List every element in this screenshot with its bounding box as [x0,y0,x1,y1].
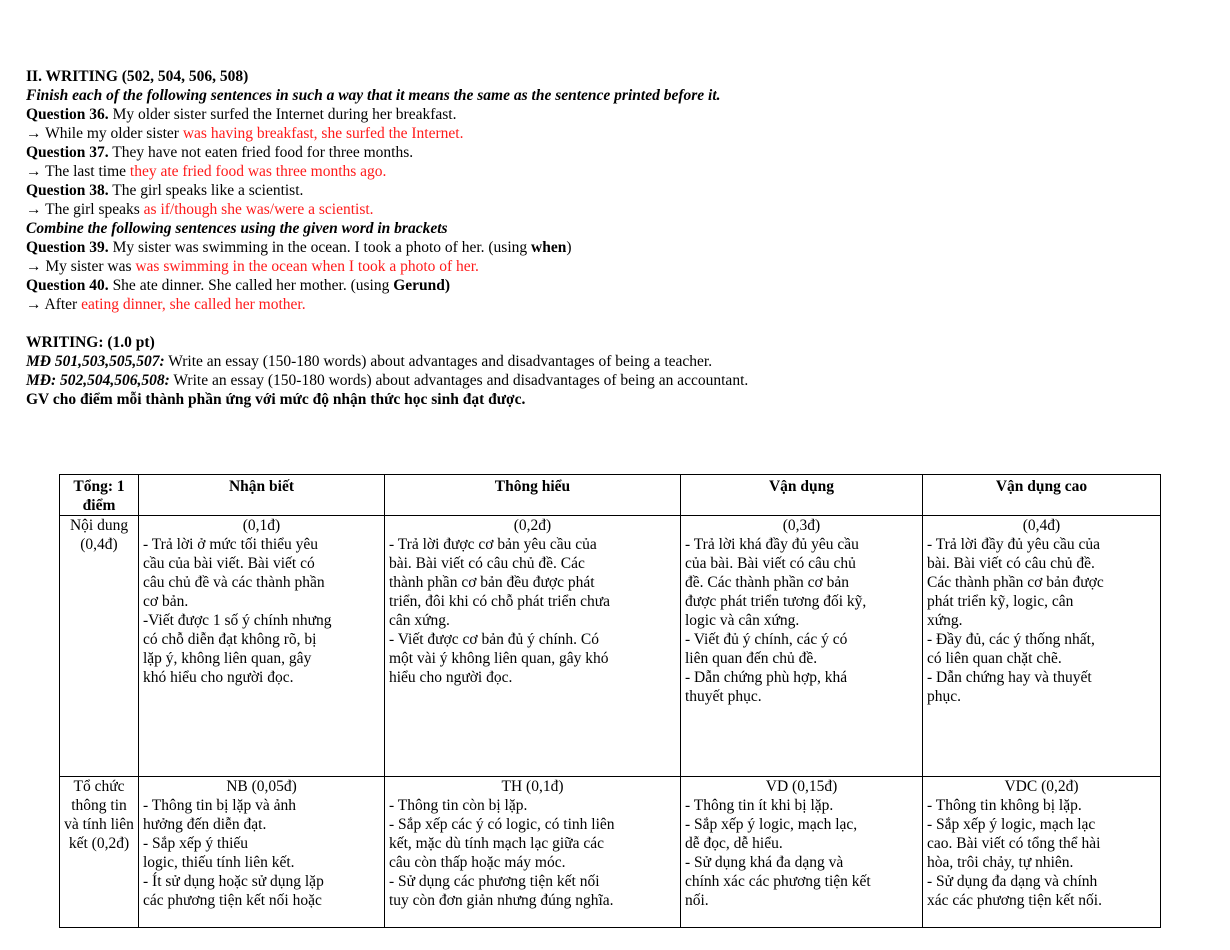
rubric-cell [385,777,681,928]
rubric-row-organization [60,777,1161,928]
row-category: Nội dung (0,4đ) [60,516,139,777]
criteria-line: Các thành phần cơ bản được [927,574,1104,591]
answer-prefix: My sister was [41,258,136,275]
question-label: Question 40. [26,277,109,294]
exam-code-label: MĐ 501,503,505,507: [26,353,165,370]
essay-prompt-accountant [26,371,1206,390]
criteria-line: - Sử dụng khá đa dạng và [685,854,844,871]
question-text: The girl speaks like a scientist. [108,182,304,199]
header-total: Tổng: 1 điểm [60,475,139,516]
criteria-line: - Viết đủ ý chính, các ý có [685,631,848,648]
criteria-line: câu chủ đề và các thành phần [143,574,325,591]
answer-prefix: The girl speaks [41,201,144,218]
criteria-line: - Thông tin ít khi bị lặp. [685,797,834,814]
level-score: (0,4đ) [1022,517,1061,534]
criteria-line: - Sử dụng các phương tiện kết nối [389,873,600,890]
question-label: Question 37. [26,144,109,161]
document-body [26,67,1206,409]
keyword: Gerund) [393,277,451,294]
criteria-line: - Dẫn chứng phù hợp, khá [685,669,848,686]
criteria-line: - Thông tin còn bị lặp. [389,797,528,814]
question-text: My sister was swimming in the ocean. I took a photo of her. (using [108,239,532,256]
criteria-line: - Thông tin bị lặp và ảnh [143,797,296,814]
essay-prompt-text: Write an essay (150-180 words) about advantages and disadvantages of being a teacher. [164,353,713,370]
answer-40 [26,295,1206,314]
answer-38 [26,200,1206,219]
criteria-line: tuy còn đơn giản nhưng đúng nghĩa. [389,892,614,909]
answer-key: as if/though she was/were a scientist. [143,201,374,218]
criteria-line: dễ đọc, dễ hiểu. [685,835,783,852]
rubric-cell [139,777,385,928]
arrow-icon: → [26,163,42,180]
rubric-cell [385,516,681,777]
level-score: TH (0,1đ) [501,778,564,795]
criteria-line: - Dẫn chứng hay và thuyết [927,669,1092,686]
criteria-line: - Sử dụng đa dạng và chính [927,873,1098,890]
level-score: (0,1đ) [242,517,281,534]
level-score: VDC (0,2đ) [1004,778,1079,795]
rubric-table [59,474,1161,928]
answer-prefix: While my older sister [41,125,183,142]
criteria-line: đề. Các thành phần cơ bản [685,574,849,591]
answer-39 [26,257,1206,276]
criteria-line: phục. [927,688,962,705]
rubric-cell [139,516,385,777]
criteria-line: hưởng đến diễn đạt. [143,816,267,833]
criteria-line: triển, đôi khi có chỗ phát triển chưa [389,593,611,610]
criteria-line: có liên quan chặt chẽ. [927,650,1062,667]
rubric-cell [681,777,923,928]
criteria-line: logic, thiếu tính liên kết. [143,854,295,871]
criteria-line: - Sắp xếp ý logic, mạch lạc, [685,816,858,833]
criteria-line: bài. Bài viết có câu chủ đề. [927,555,1095,572]
criteria-line: - Thông tin không bị lặp. [927,797,1082,814]
answer-key: was having breakfast, she surfed the Internet. [182,125,464,142]
essay-prompt-teacher [26,352,1206,371]
question-text: They have not eaten fried food for three months. [108,144,414,161]
header-nhan-biet: Nhận biết [139,475,385,516]
criteria-line: cân xứng. [389,612,450,629]
criteria-line: khó hiểu cho người đọc. [143,669,294,686]
rubric-cell [681,516,923,777]
criteria-line: - Viết được cơ bản đủ ý chính. Có [389,631,599,648]
criteria-line: - Trả lời đầy đủ yêu cầu của [927,536,1101,553]
criteria-line: - Trả lời khá đầy đủ yêu cầu [685,536,859,553]
question-36 [26,105,1206,124]
criteria-line: lặp ý, không liên quan, gây [143,650,312,667]
criteria-line: - Ít sử dụng hoặc sử dụng lặp [143,873,324,890]
criteria-line: - Đầy đủ, các ý thống nhất, [927,631,1095,648]
criteria-line: hiểu cho người đọc. [389,669,513,686]
criteria-line: nối. [685,892,709,909]
criteria-line: cầu của bài viết. Bài viết có [143,555,315,572]
level-score: (0,2đ) [513,517,552,534]
criteria-line: xứng. [927,612,963,629]
criteria-line: - Trả lời ở mức tối thiểu yêu [143,536,319,553]
essay-prompt-text: Write an essay (150-180 words) about advantages and disadvantages of being an accountant. [169,372,749,389]
essay-heading: WRITING: (1.0 pt) [26,334,155,351]
criteria-line: xác các phương tiện kết nối. [927,892,1102,909]
criteria-line: liên quan đến chủ đề. [685,650,818,667]
criteria-line: logic và cân xứng. [685,612,800,629]
criteria-line: câu còn thấp hoặc máy móc. [389,854,566,871]
rubric-row-content [60,516,1161,777]
criteria-line: kết, mặc dù tính mạch lạc giữa các [389,835,604,852]
answer-key: was swimming in the ocean when I took a photo of her. [135,258,479,275]
criteria-line: một vài ý không liên quan, gây khó [389,650,609,667]
header-van-dung: Vận dụng [681,475,923,516]
criteria-line: chính xác các phương tiện kết [685,873,871,890]
bracket-close: ) [566,239,572,256]
question-text: My older sister surfed the Internet during her breakfast. [108,106,457,123]
rubric-cell [923,516,1161,777]
criteria-line: thành phần cơ bản đều được phát [389,574,595,591]
arrow-icon: → [26,125,42,142]
instruction-combine: Combine the following sentences using the given word in brackets [26,220,448,237]
header-thong-hieu: Thông hiểu [385,475,681,516]
arrow-icon: → [26,201,42,218]
answer-prefix: The last time [41,163,130,180]
question-37 [26,143,1206,162]
instruction-finish: Finish each of the following sentences in such a way that it means the same as the sentence printed before it. [26,87,721,104]
criteria-line: các phương tiện kết nối hoặc [143,892,322,909]
answer-36 [26,124,1206,143]
question-38 [26,181,1206,200]
arrow-icon: → [26,258,42,275]
criteria-line: có chỗ diễn đạt không rõ, bị [143,631,317,648]
question-label: Question 39. [26,239,109,256]
grading-note: GV cho điểm mỗi thành phần ứng với mức độ nhận thức học sinh đạt được. [26,391,526,408]
question-40 [26,276,1206,295]
criteria-line: cơ bản. [143,593,189,610]
question-label: Question 36. [26,106,109,123]
keyword: when [531,239,567,256]
section-heading: II. WRITING (502, 504, 506, 508) [26,68,249,85]
criteria-line: bài. Bài viết có câu chủ đề. Các [389,555,585,572]
criteria-line: cao. Bài viết có tổng thể hài [927,835,1101,852]
criteria-line: thuyết phục. [685,688,762,705]
criteria-line: được phát triển tương đối kỹ, [685,593,867,610]
criteria-line: phát triển kỹ, logic, cân [927,593,1074,610]
arrow-icon: → [26,296,42,313]
criteria-line: - Sắp xếp ý thiếu [143,835,249,852]
level-score: (0,3đ) [782,517,821,534]
question-label: Question 38. [26,182,109,199]
level-score: NB (0,05đ) [226,778,297,795]
rubric-cell [923,777,1161,928]
rubric-header-row [60,475,1161,516]
level-score: VD (0,15đ) [765,778,838,795]
criteria-line: - Trả lời được cơ bản yêu cầu của [389,536,597,553]
criteria-line: -Viết được 1 số ý chính nhưng [143,612,332,629]
question-text: She ate dinner. She called her mother. (using [108,277,394,294]
criteria-line: của bài. Bài viết có câu chủ [685,555,856,572]
question-39 [26,238,1206,257]
answer-key: eating dinner, she called her mother. [81,296,306,313]
criteria-line: hòa, trôi chảy, tự nhiên. [927,854,1074,871]
row-category: Tổ chức thông tin và tính liên kết (0,2đ) [60,777,139,928]
header-van-dung-cao: Vận dụng cao [923,475,1161,516]
criteria-line: - Sắp xếp ý logic, mạch lạc [927,816,1096,833]
answer-prefix: After [41,296,82,313]
exam-code-label: MĐ: 502,504,506,508: [26,372,170,389]
criteria-line: - Sắp xếp các ý có logic, có tinh liên [389,816,615,833]
answer-37 [26,162,1206,181]
answer-key: they ate fried food was three months ago. [129,163,387,180]
